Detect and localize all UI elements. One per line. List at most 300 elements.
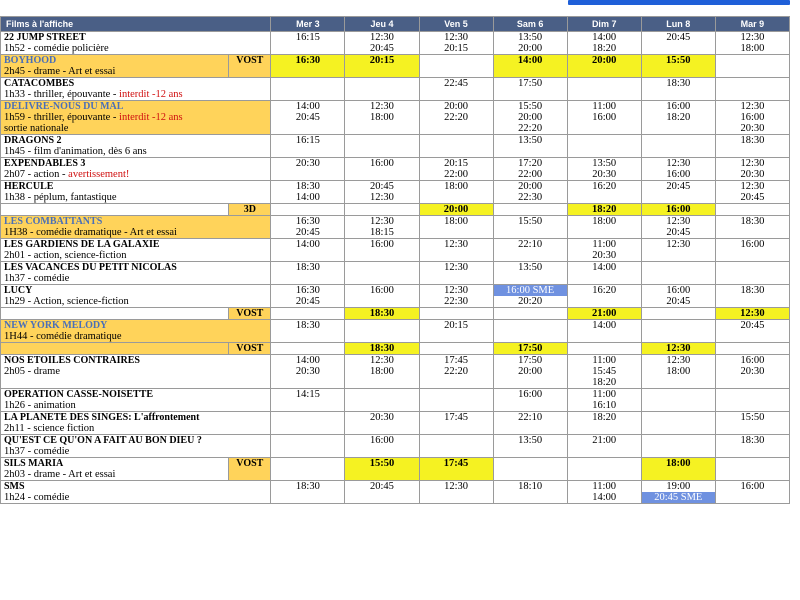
showtime-cell [345, 262, 419, 285]
showtime[interactable]: 16:00 [370, 239, 394, 250]
film-title[interactable]: NEW YORK MELODY [4, 320, 108, 331]
showtime-cell [345, 101, 419, 135]
showtime[interactable]: 20:45 [740, 192, 765, 203]
showtime[interactable]: 11:00 [592, 355, 616, 366]
showtime-cell [715, 355, 789, 389]
showtime[interactable]: 20:45 [370, 181, 394, 192]
showtime[interactable]: 13:50 [592, 158, 617, 169]
showtime[interactable]: 18:00 [444, 181, 468, 192]
film-title[interactable]: LA PLANETE DES SINGES: L'affrontement [4, 412, 200, 423]
showtime-cell [271, 204, 345, 216]
version-tag: VOST [229, 55, 271, 78]
showtime[interactable]: 20:30 [592, 169, 617, 180]
day-header: Jeu 4 [345, 17, 419, 32]
showtime[interactable]: 20:30 [370, 412, 394, 423]
showtime-cell [715, 239, 789, 262]
film-description: 2h07 - action - avertissement! [4, 169, 130, 180]
showtime-cell [567, 343, 641, 355]
showtime-cell [345, 458, 419, 481]
showtime-cell [493, 308, 567, 320]
showtime-cell [641, 135, 715, 158]
warning-label: interdit -12 ans [119, 89, 183, 100]
showtime[interactable]: 12:30 [444, 262, 468, 273]
showtime[interactable]: 14:00 [295, 192, 320, 203]
film-extra: sortie nationale [4, 123, 69, 134]
showtime-cell [345, 343, 419, 355]
showtime[interactable]: 22:20 [444, 366, 468, 377]
showtime[interactable]: 20:15 [444, 320, 468, 331]
showtime-cell [641, 158, 715, 181]
showtime-cell [567, 181, 641, 204]
warning-label: interdit -12 ans [119, 112, 183, 123]
showtime[interactable]: 18:30 [740, 135, 765, 146]
showtime[interactable]: 20:45 [666, 181, 691, 192]
showtime-cell [419, 355, 493, 389]
showtime[interactable]: 12:30 [740, 32, 765, 43]
showtime-cell [567, 435, 641, 458]
showtime-cell [493, 343, 567, 355]
showtime[interactable]: 12:30 [444, 481, 468, 492]
film-row [1, 355, 790, 389]
film-description: 1h52 - comédie policière [4, 43, 109, 54]
showtime[interactable]: 14:00 [592, 320, 617, 331]
showtime[interactable]: 20:45 [740, 320, 765, 331]
showtime-cell [419, 262, 493, 285]
showtime[interactable]: 20:30 [740, 366, 765, 377]
showtime[interactable]: 16:00 [666, 285, 691, 296]
showtime-cell [493, 32, 567, 55]
showtime-cell [271, 458, 345, 481]
showtime[interactable]: 18:30 [666, 78, 691, 89]
showtime[interactable]: 16:00 [666, 169, 691, 180]
showtime[interactable]: 12:30 [740, 308, 765, 319]
showtime-cell [493, 55, 567, 78]
showtime-cell [567, 204, 641, 216]
showtime[interactable]: 20:30 [295, 366, 320, 377]
showtime[interactable]: 20:45 [370, 481, 394, 492]
top-nav-bar[interactable] [568, 0, 790, 5]
showtime-cell [641, 101, 715, 135]
showtime[interactable]: 14:00 [592, 262, 617, 273]
showtime[interactable]: 18:30 [740, 285, 765, 296]
showtime[interactable]: 11:00 [592, 481, 616, 492]
showtime[interactable]: 20:30 [592, 250, 617, 261]
showtime[interactable]: 20:00 [518, 43, 543, 54]
showtime[interactable]: 16:20 [592, 181, 617, 192]
film-title[interactable]: LES COMBATTANTS [4, 216, 103, 227]
showtime[interactable]: 14:00 [592, 32, 617, 43]
showtime[interactable]: 17:50 [518, 78, 543, 89]
showtime[interactable]: 20:45 [295, 112, 320, 123]
showtime-cell [641, 481, 715, 504]
showtime[interactable]: 22:45 [444, 78, 468, 89]
showtime[interactable]: 16:00 [740, 112, 765, 123]
showtime-cell [641, 204, 715, 216]
showtime[interactable]: 15:50 [369, 458, 395, 469]
showtime[interactable]: 13:50 [518, 435, 543, 446]
showtime[interactable]: 20:45 [666, 296, 691, 307]
showtime-cell [715, 458, 789, 481]
showtime[interactable]: 20:30 [740, 123, 765, 134]
showtime-cell [715, 285, 789, 308]
showtime-cell [345, 308, 419, 320]
showtime-cell [419, 481, 493, 504]
showtime-cell [641, 216, 715, 239]
showtime-cell [419, 308, 493, 320]
showtime-cell [641, 239, 715, 262]
showtime[interactable]: 15:45 [592, 366, 617, 377]
showtime[interactable]: 11:00 [592, 101, 616, 112]
showtime-cell [493, 158, 567, 181]
showtime-cell [419, 412, 493, 435]
showtime[interactable]: 12:30 [370, 355, 394, 366]
showtime[interactable]: 18:30 [740, 435, 765, 446]
film-cell [1, 32, 271, 55]
showtime-cell [493, 101, 567, 135]
showtime[interactable]: 12:30 [370, 216, 394, 227]
showtime-cell [271, 285, 345, 308]
showtime-cell [271, 181, 345, 204]
showtime[interactable]: 16:00 [740, 355, 765, 366]
showtime-cell [567, 355, 641, 389]
showtime-cell [567, 32, 641, 55]
showtime-cell [419, 101, 493, 135]
showtime[interactable]: 20:45 [295, 296, 320, 307]
showtime-cell [419, 181, 493, 204]
film-row [1, 285, 790, 308]
version-tag: VOST [229, 308, 271, 320]
showtime-cell [493, 481, 567, 504]
film-title[interactable]: LES VACANCES DU PETIT NICOLAS [4, 262, 177, 273]
film-cell [1, 458, 229, 481]
showtime[interactable]: 17:50 [517, 343, 543, 354]
showtime[interactable]: 14:00 [295, 101, 320, 112]
showtime-cell [641, 343, 715, 355]
showtime[interactable]: 18:30 [295, 320, 320, 331]
showtime-cell [419, 78, 493, 101]
showtime[interactable]: 12:30 [370, 32, 394, 43]
showtime[interactable]: 22:10 [518, 412, 543, 423]
showtime[interactable]: 17:50 [518, 355, 543, 366]
showtime-cell [567, 158, 641, 181]
showtime[interactable]: 18:00 [666, 366, 691, 377]
showtime[interactable]: 22:30 [518, 192, 543, 203]
film-subrow [1, 204, 790, 216]
showtime-cell [493, 285, 567, 308]
films-header: Films à l'affiche [1, 17, 271, 32]
film-cell [1, 355, 271, 389]
showtime[interactable]: 15:50 [740, 412, 765, 423]
showtime[interactable]: 12:30 [666, 343, 691, 354]
showtime-cell [345, 78, 419, 101]
showtime[interactable]: 12:30 [666, 355, 691, 366]
film-row [1, 101, 790, 135]
showtime[interactable]: 19:00 [666, 481, 691, 492]
film-subrow [1, 308, 790, 320]
showtime-cell [345, 239, 419, 262]
showtime[interactable]: 18:30 [295, 262, 320, 273]
showtime[interactable]: 18:20 [592, 412, 617, 423]
showtime[interactable]: 16:00 [666, 101, 691, 112]
showtime[interactable]: 12:30 [444, 285, 468, 296]
film-title[interactable]: QU'EST CE QU'ON A FAIT AU BON DIEU ? [4, 435, 202, 446]
day-header: Mar 9 [715, 17, 789, 32]
showtime[interactable]: 16:00 [370, 285, 394, 296]
film-description: 2h05 - drame [4, 366, 60, 377]
showtime[interactable]: 16:30 [295, 55, 321, 66]
showtime-cell [271, 55, 345, 78]
showtime[interactable]: 13:50 [518, 262, 543, 273]
showtime[interactable]: 18:00 [370, 366, 394, 377]
showtime[interactable]: 18:15 [370, 227, 394, 238]
film-title[interactable]: HERCULE [4, 181, 54, 192]
showtime[interactable]: 15:50 [518, 216, 543, 227]
film-row [1, 158, 790, 181]
showtime[interactable]: 20:30 [295, 158, 320, 169]
showtime[interactable]: 20:45 [370, 43, 394, 54]
showtime[interactable]: 16:20 [592, 285, 617, 296]
showtime[interactable]: 17:45 [444, 355, 468, 366]
showtime[interactable]: 16:00 [740, 481, 765, 492]
showtime-cell [419, 343, 493, 355]
film-description: 1h37 - comédie [4, 446, 70, 457]
film-cell [1, 181, 271, 204]
showtime[interactable]: 20:15 [444, 43, 468, 54]
showtime-cell [345, 204, 419, 216]
showtime[interactable]: 12:30 [370, 101, 394, 112]
showtime[interactable]: 14:00 [517, 55, 543, 66]
showtime[interactable]: 22:00 [518, 169, 543, 180]
showtime-cell [715, 78, 789, 101]
film-description: 1h45 - film d'animation, dès 6 ans [4, 146, 147, 157]
showtime-cell [345, 158, 419, 181]
film-title[interactable]: 22 JUMP STREET [4, 32, 86, 43]
film-cell [1, 262, 271, 285]
showtime[interactable]: 16:00 [518, 389, 543, 400]
showtime[interactable]: 11:00 [592, 239, 616, 250]
showtime-cell [567, 389, 641, 412]
showtime[interactable]: 20:45 [666, 227, 691, 238]
showtime[interactable]: 15:50 [666, 55, 691, 66]
film-subrow [1, 343, 790, 355]
showtime-cell [419, 216, 493, 239]
showtime[interactable]: 20:00 [518, 181, 543, 192]
showtime-cell [715, 308, 789, 320]
showtime[interactable]: 14:00 [295, 355, 320, 366]
showtime[interactable]: 22:00 [444, 169, 468, 180]
showtime-cell [345, 355, 419, 389]
version-tag: VOST [229, 343, 271, 355]
showtime[interactable]: 17:45 [444, 412, 468, 423]
film-cell [1, 216, 271, 239]
showtime[interactable]: 21:00 [591, 308, 617, 319]
showtime[interactable]: 20:45 [666, 32, 691, 43]
film-cell [1, 435, 271, 458]
showtime[interactable]: 12:30 [444, 239, 468, 250]
showtime-cell [715, 101, 789, 135]
day-header: Sam 6 [493, 17, 567, 32]
showtime-cell [345, 481, 419, 504]
showtime[interactable]: 14:00 [295, 239, 320, 250]
showtime[interactable]: 15:50 [518, 101, 543, 112]
film-title[interactable]: EXPENDABLES 3 [4, 158, 86, 169]
film-title[interactable]: NOS ETOILES CONTRAIRES [4, 355, 140, 366]
showtime-cell [641, 285, 715, 308]
showtime[interactable]: 22:10 [518, 239, 543, 250]
showtime[interactable]: 16:00 [592, 112, 617, 123]
showtime[interactable]: 18:00 [444, 216, 468, 227]
showtime-cell [715, 135, 789, 158]
showtime-cell [419, 239, 493, 262]
showtime[interactable]: 16:30 [295, 285, 320, 296]
showtime[interactable]: 20:00 [518, 112, 543, 123]
film-title[interactable]: DRAGONS 2 [4, 135, 62, 146]
showtime-cell [271, 355, 345, 389]
showtime[interactable]: 20:00 [518, 366, 543, 377]
showtime[interactable]: 13:50 [518, 32, 543, 43]
showtime-cell [493, 320, 567, 343]
showtime[interactable]: 14:00 [592, 492, 617, 503]
film-row [1, 412, 790, 435]
film-title[interactable]: OPERATION CASSE-NOISETTE [4, 389, 154, 400]
film-row [1, 389, 790, 412]
showtime[interactable]: 18:30 [369, 308, 395, 319]
film-title[interactable]: CATACOMBES [4, 78, 75, 89]
showtime[interactable]: 18:30 [295, 481, 320, 492]
sme-showtime[interactable]: 20:45 SME [642, 492, 715, 503]
showtime[interactable]: 18:30 [369, 343, 395, 354]
showtime[interactable]: 22:20 [444, 112, 468, 123]
showtime-cell [271, 412, 345, 435]
showtime-cell [345, 412, 419, 435]
day-header: Ven 5 [419, 17, 493, 32]
showtime[interactable]: 18:30 [740, 216, 765, 227]
showtime-cell [493, 135, 567, 158]
showtime[interactable]: 20:30 [740, 169, 765, 180]
showtime-cell [641, 320, 715, 343]
showtime[interactable]: 17:20 [518, 158, 543, 169]
showtime[interactable]: 16:15 [295, 32, 320, 43]
film-title[interactable]: LES GARDIENS DE LA GALAXIE [4, 239, 160, 250]
showtime[interactable]: 12:30 [444, 32, 468, 43]
showtime-cell [493, 216, 567, 239]
showtime[interactable]: 18:00 [370, 112, 394, 123]
showtime[interactable]: 20:00 [443, 204, 469, 215]
showtime[interactable]: 18:00 [592, 216, 617, 227]
showtime[interactable]: 12:30 [740, 181, 765, 192]
showtime-cell [271, 78, 345, 101]
showtime[interactable]: 18:20 [592, 377, 617, 388]
showtime-cell [715, 481, 789, 504]
showtime[interactable]: 16:00 [370, 158, 394, 169]
showtime[interactable]: 20:20 [518, 296, 543, 307]
showtime-cell [715, 435, 789, 458]
film-row [1, 181, 790, 204]
showtime[interactable]: 14:15 [295, 389, 320, 400]
showtime[interactable]: 12:30 [740, 158, 765, 169]
film-row [1, 78, 790, 101]
showtime[interactable]: 20:15 [444, 158, 468, 169]
showtime[interactable]: 20:15 [369, 55, 395, 66]
showtime[interactable]: 12:30 [370, 192, 394, 203]
showtime[interactable]: 18:20 [591, 204, 617, 215]
showtime-cell [641, 55, 715, 78]
showtime[interactable]: 12:30 [666, 158, 691, 169]
sme-showtime[interactable]: 16:00 SME [494, 285, 567, 296]
showtime[interactable]: 13:50 [518, 135, 543, 146]
showtime-cell [641, 389, 715, 412]
showtime[interactable]: 22:20 [518, 123, 543, 134]
showtime[interactable]: 18:10 [518, 481, 543, 492]
showtime[interactable]: 11:00 [592, 389, 616, 400]
showtime[interactable]: 16:00 [666, 204, 691, 215]
showtime[interactable]: 16:00 [370, 435, 394, 446]
showtime[interactable]: 12:30 [740, 101, 765, 112]
showtime-cell [345, 135, 419, 158]
showtime-cell [419, 32, 493, 55]
film-row [1, 320, 790, 343]
showtime-cell [271, 343, 345, 355]
showtime[interactable]: 17:45 [443, 458, 469, 469]
showtime[interactable]: 12:30 [666, 216, 691, 227]
showtime-cell [419, 158, 493, 181]
showtime[interactable]: 16:15 [295, 135, 320, 146]
showtime[interactable]: 20:45 [295, 227, 320, 238]
film-row [1, 216, 790, 239]
film-description: 2h11 - science fiction [4, 423, 95, 434]
showtime-cell [493, 181, 567, 204]
showtime[interactable]: 16:10 [592, 400, 617, 411]
film-title[interactable]: LUCY [4, 285, 33, 296]
showtime-cell [419, 55, 493, 78]
showtime[interactable]: 20:00 [591, 55, 617, 66]
showtime-cell [345, 55, 419, 78]
showtime[interactable]: 18:20 [592, 43, 617, 54]
showtime-cell [345, 320, 419, 343]
showtime-cell [271, 32, 345, 55]
showtime[interactable]: 22:30 [444, 296, 468, 307]
showtime-cell [345, 216, 419, 239]
showtime-cell [641, 308, 715, 320]
film-cell [1, 389, 271, 412]
showtime-cell [345, 181, 419, 204]
film-description: 1h59 - thriller, épouvante - interdit -12 ans [4, 112, 183, 123]
film-title[interactable]: SILS MARIA [4, 458, 64, 469]
film-row [1, 239, 790, 262]
showtime[interactable]: 16:30 [295, 216, 320, 227]
showtime[interactable]: 16:00 [740, 239, 765, 250]
film-title[interactable]: BOYHOOD [4, 55, 57, 66]
film-title[interactable]: SMS [4, 481, 25, 492]
showtime[interactable]: 20:00 [444, 101, 468, 112]
showtime-cell [715, 412, 789, 435]
showtime-cell [345, 435, 419, 458]
showtime[interactable]: 18:30 [295, 181, 320, 192]
showtime-cell [715, 32, 789, 55]
showtime-cell [567, 135, 641, 158]
showtime[interactable]: 21:00 [592, 435, 617, 446]
showtime-cell [567, 481, 641, 504]
film-row [1, 481, 790, 504]
showtime[interactable]: 18:00 [740, 43, 765, 54]
showtime[interactable]: 18:00 [666, 458, 691, 469]
showtime-cell [419, 204, 493, 216]
showtime-cell [419, 135, 493, 158]
showtime[interactable]: 18:20 [666, 112, 691, 123]
film-title[interactable]: DÉLIVRE-NOUS DU MAL [4, 101, 124, 112]
film-cell-continued [1, 308, 229, 320]
showtime[interactable]: 12:30 [666, 239, 691, 250]
